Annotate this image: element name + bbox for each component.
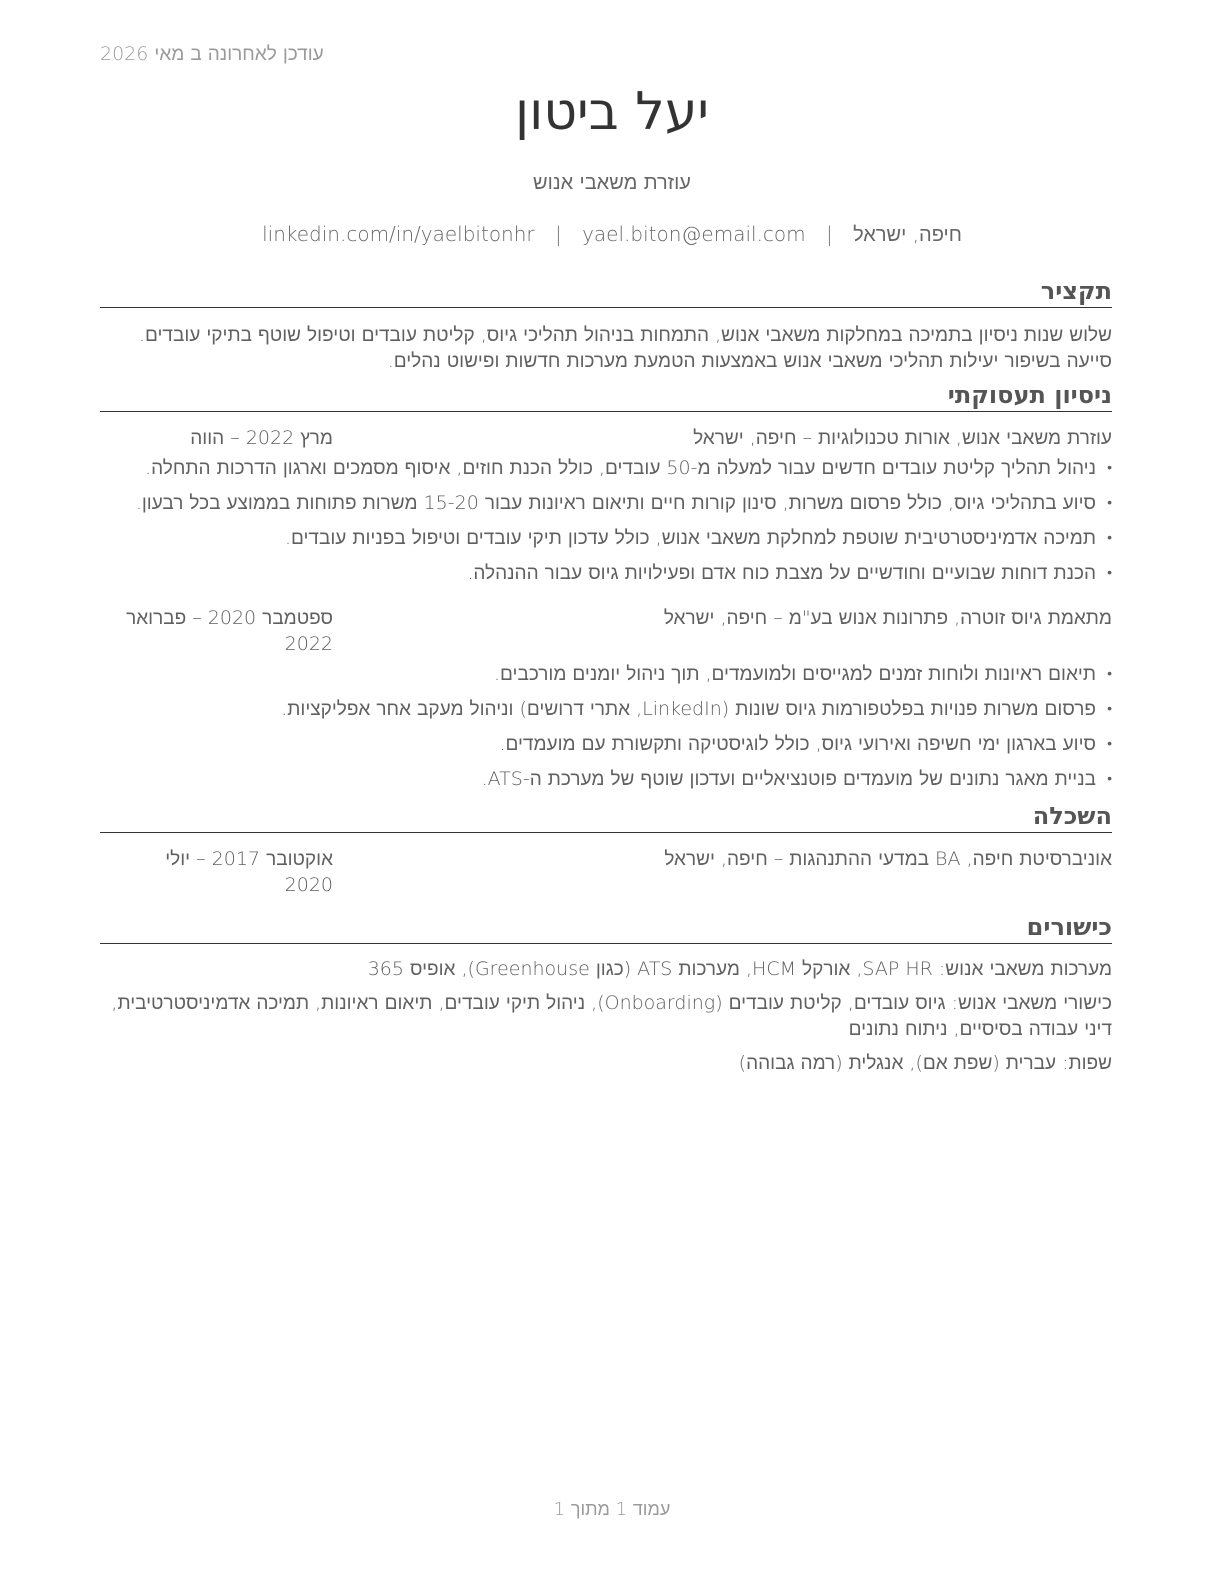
education-entry — [100, 846, 1112, 898]
job-dates: ספטמבר 2020 – פברואר 2022 — [126, 607, 333, 655]
experience-section — [100, 380, 1112, 792]
job-bullets — [100, 455, 1112, 586]
page-number: עמוד 1 מתוך 1 — [553, 1499, 671, 1520]
skill-item: מערכות משאבי אנוש: SAP HR, אורקל HCM, מערכות ATS (כגון Greenhouse), אופיס 365 — [367, 958, 1112, 980]
skills-heading: כישורים — [100, 912, 1112, 944]
skills-section — [100, 912, 1112, 1076]
job-bullets — [100, 661, 1112, 792]
candidate-title: עוזרת משאבי אנוש — [533, 170, 691, 194]
linkedin-link[interactable]: linkedin.com/in/yaelbitonhr — [262, 222, 535, 246]
contact-separator: | — [826, 222, 833, 246]
job-title: עוזרת משאבי אנוש, אורות טכנולוגיות – חיפה, ישראל — [693, 427, 1112, 449]
experience-heading: ניסיון תעסוקתי — [100, 380, 1112, 412]
job-bullet: • ניהול תהליך קליטת עובדים חדשים עבור למעלה מ-50 עובדים, כולל הכנת חוזים, איסוף מסמכים וארגון הדרכות התחלה. — [100, 455, 1112, 481]
education-dates: אוקטובר 2017 – יולי 2020 — [165, 848, 333, 896]
summary-heading: תקציר — [100, 276, 1112, 308]
job-entry — [100, 605, 1112, 792]
candidate-name: יעל ביטון — [514, 82, 709, 142]
job-bullet: • פרסום משרות פנויות בפלטפורמות גיוס שונות (LinkedIn, אתרי דרושים) וניהול מעקב אחר אפליקציות. — [100, 696, 1112, 722]
last-updated-text: עודכן לאחרונה ב מאי 2026 — [100, 43, 324, 65]
summary-section — [100, 276, 1112, 374]
job-dates: מרץ 2022 – הווה — [190, 427, 333, 449]
job-bullet: • בניית מאגר נתונים של מועמדים פוטנציאליים ועדכון שוטף של מערכת ה-ATS. — [100, 766, 1112, 792]
job-title: מתאמת גיוס זוטרה, פתרונות אנוש בע"מ – חיפה, ישראל — [663, 607, 1112, 629]
job-bullet: • תיאום ראיונות ולוחות זמנים למגייסים ולמועמדים, תוך ניהול יומנים מורכבים. — [100, 661, 1112, 687]
email-link[interactable]: yael.biton@email.com — [582, 222, 806, 246]
skills-list — [100, 956, 1112, 1076]
education-title: אוניברסיטת חיפה, BA במדעי ההתנהגות – חיפה, ישראל — [664, 848, 1112, 870]
skill-item: שפות: עברית (שפת אם), אנגלית (רמה גבוהה) — [738, 1052, 1112, 1074]
location-text: חיפה, ישראל — [853, 222, 962, 246]
resume-body — [100, 276, 1112, 1084]
job-bullet: • הכנת דוחות שבועיים וחודשיים על מצבת כוח אדם ופעילויות גיוס עבור ההנהלה. — [100, 560, 1112, 586]
job-entry — [100, 425, 1112, 586]
job-bullet: • סיוע בתהליכי גיוס, כולל פרסום משרות, סינון קורות חיים ותיאום ראיונות עבור 15-20 משרות פתוחות בממוצע בכל רבעון. — [100, 490, 1112, 516]
contact-line — [0, 222, 1224, 247]
summary-text: שלוש שנות ניסיון בתמיכה במחלקות משאבי אנוש, התמחות בניהול תהליכי גיוס, קליטת עובדים וטיפול שוטף בתיקי עובדים. סייעה בשיפור יעילות תהליכי משאבי אנוש באמצעות הטמעת מערכות חדשות ופישוט נהלים. — [138, 324, 1112, 372]
job-header — [100, 605, 1112, 657]
education-heading: השכלה — [100, 801, 1112, 833]
job-header — [100, 425, 1112, 451]
job-bullet: • תמיכה אדמיניסטרטיבית שוטפת למחלקת משאבי אנוש, כולל עדכון תיקי עובדים וטיפול בפניות עובדים. — [100, 525, 1112, 551]
education-section — [100, 801, 1112, 898]
contact-separator: | — [554, 222, 562, 246]
skill-item: כישורי משאבי אנוש: גיוס עובדים, קליטת עובדים (Onboarding), ניהול תיקי עובדים, תיאום ראיונות, תמיכה אדמיניסטרטיבית, דיני עבודה בסיסיים, ניתוח נתונים — [111, 992, 1112, 1040]
job-bullet: • סיוע בארגון ימי חשיפה ואירועי גיוס, כולל לוגיסטיקה ותקשורת עם מועמדים. — [100, 731, 1112, 757]
